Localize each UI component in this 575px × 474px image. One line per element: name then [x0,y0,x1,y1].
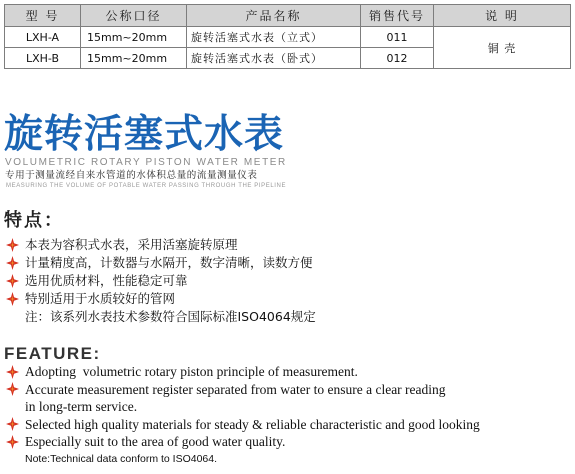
features-list-en [4,363,480,468]
feature-text: 计量精度高，计数器与水隔开，数字清晰，读数方便 [25,255,313,270]
header-size: 公称口径 [81,5,187,27]
feature-text: Especially suit to the area of good water quality. [25,434,286,449]
list-item [4,381,480,399]
cell-code: 011 [361,27,434,48]
red-star-bullet-icon [4,435,25,449]
feature-text: 特别适用于水质较好的管网 [25,291,176,306]
list-item [4,272,316,290]
list-item [4,254,316,272]
cell-code: 012 [361,48,434,69]
feature-text-continuation: in long-term service. [25,399,138,414]
product-subtitle-en: MEASURING THE VOLUME OF POTABLE WATER PASSING THROUGH THE PIPELINE [6,183,287,189]
header-model: 型 号 [5,5,81,27]
feature-text: 选用优质材料，性能稳定可靠 [25,273,188,288]
cell-size: 15mm~20mm [81,27,187,48]
header-code: 销售代号 [361,5,434,27]
feature-note-cn: 注：该系列水表技术参数符合国际标准ISO4064规定 [25,309,316,324]
red-star-bullet-icon [4,292,25,306]
header-note: 说 明 [434,5,571,27]
cell-model: LXH-A [5,27,81,48]
feature-text: Accurate measurement register separated from water to ensure a clear reading [25,381,446,397]
red-star-bullet-icon [4,365,25,379]
features-heading-en: FEATURE: [4,344,101,363]
table-row [5,27,571,48]
red-star-bullet-icon [4,256,25,270]
features-list-cn [4,236,316,326]
feature-note-en: Note:Technical data conform to ISO4064. [25,452,218,465]
header-name: 产品名称 [187,5,361,27]
red-star-bullet-icon [4,274,25,288]
list-item [4,290,316,308]
list-item [4,433,480,451]
red-star-bullet-icon [4,238,25,252]
feature-text: 本表为容积式水表，采用活塞旋转原理 [25,237,238,252]
cell-size: 15mm~20mm [81,48,187,69]
cell-model: LXH-B [5,48,81,69]
cell-name: 旋转活塞式水表（立式） [187,27,361,48]
feature-text: Selected high quality materials for steady & reliable characteristic and good looking [25,416,480,432]
product-title: 旋转活塞式水表 [4,112,285,157]
red-star-bullet-icon [4,382,25,396]
product-subtitle: 专用于测量流经自来水管道的水体积总量的流量测量仪表 [5,170,258,181]
list-item [4,416,480,434]
feature-text: Adopting volumetric rotary piston principle of measurement. [25,364,358,379]
features-heading-cn: 特点： [4,210,64,231]
list-item [4,363,480,381]
red-star-bullet-icon [4,417,25,431]
table-header-row [5,5,571,27]
product-title-en: VOLUMETRIC ROTARY PISTON WATER METER [5,157,287,168]
spec-table [4,4,571,69]
cell-name: 旋转活塞式水表（卧式） [187,48,361,69]
cell-note: 铜 壳 [434,27,571,69]
list-item [4,236,316,254]
